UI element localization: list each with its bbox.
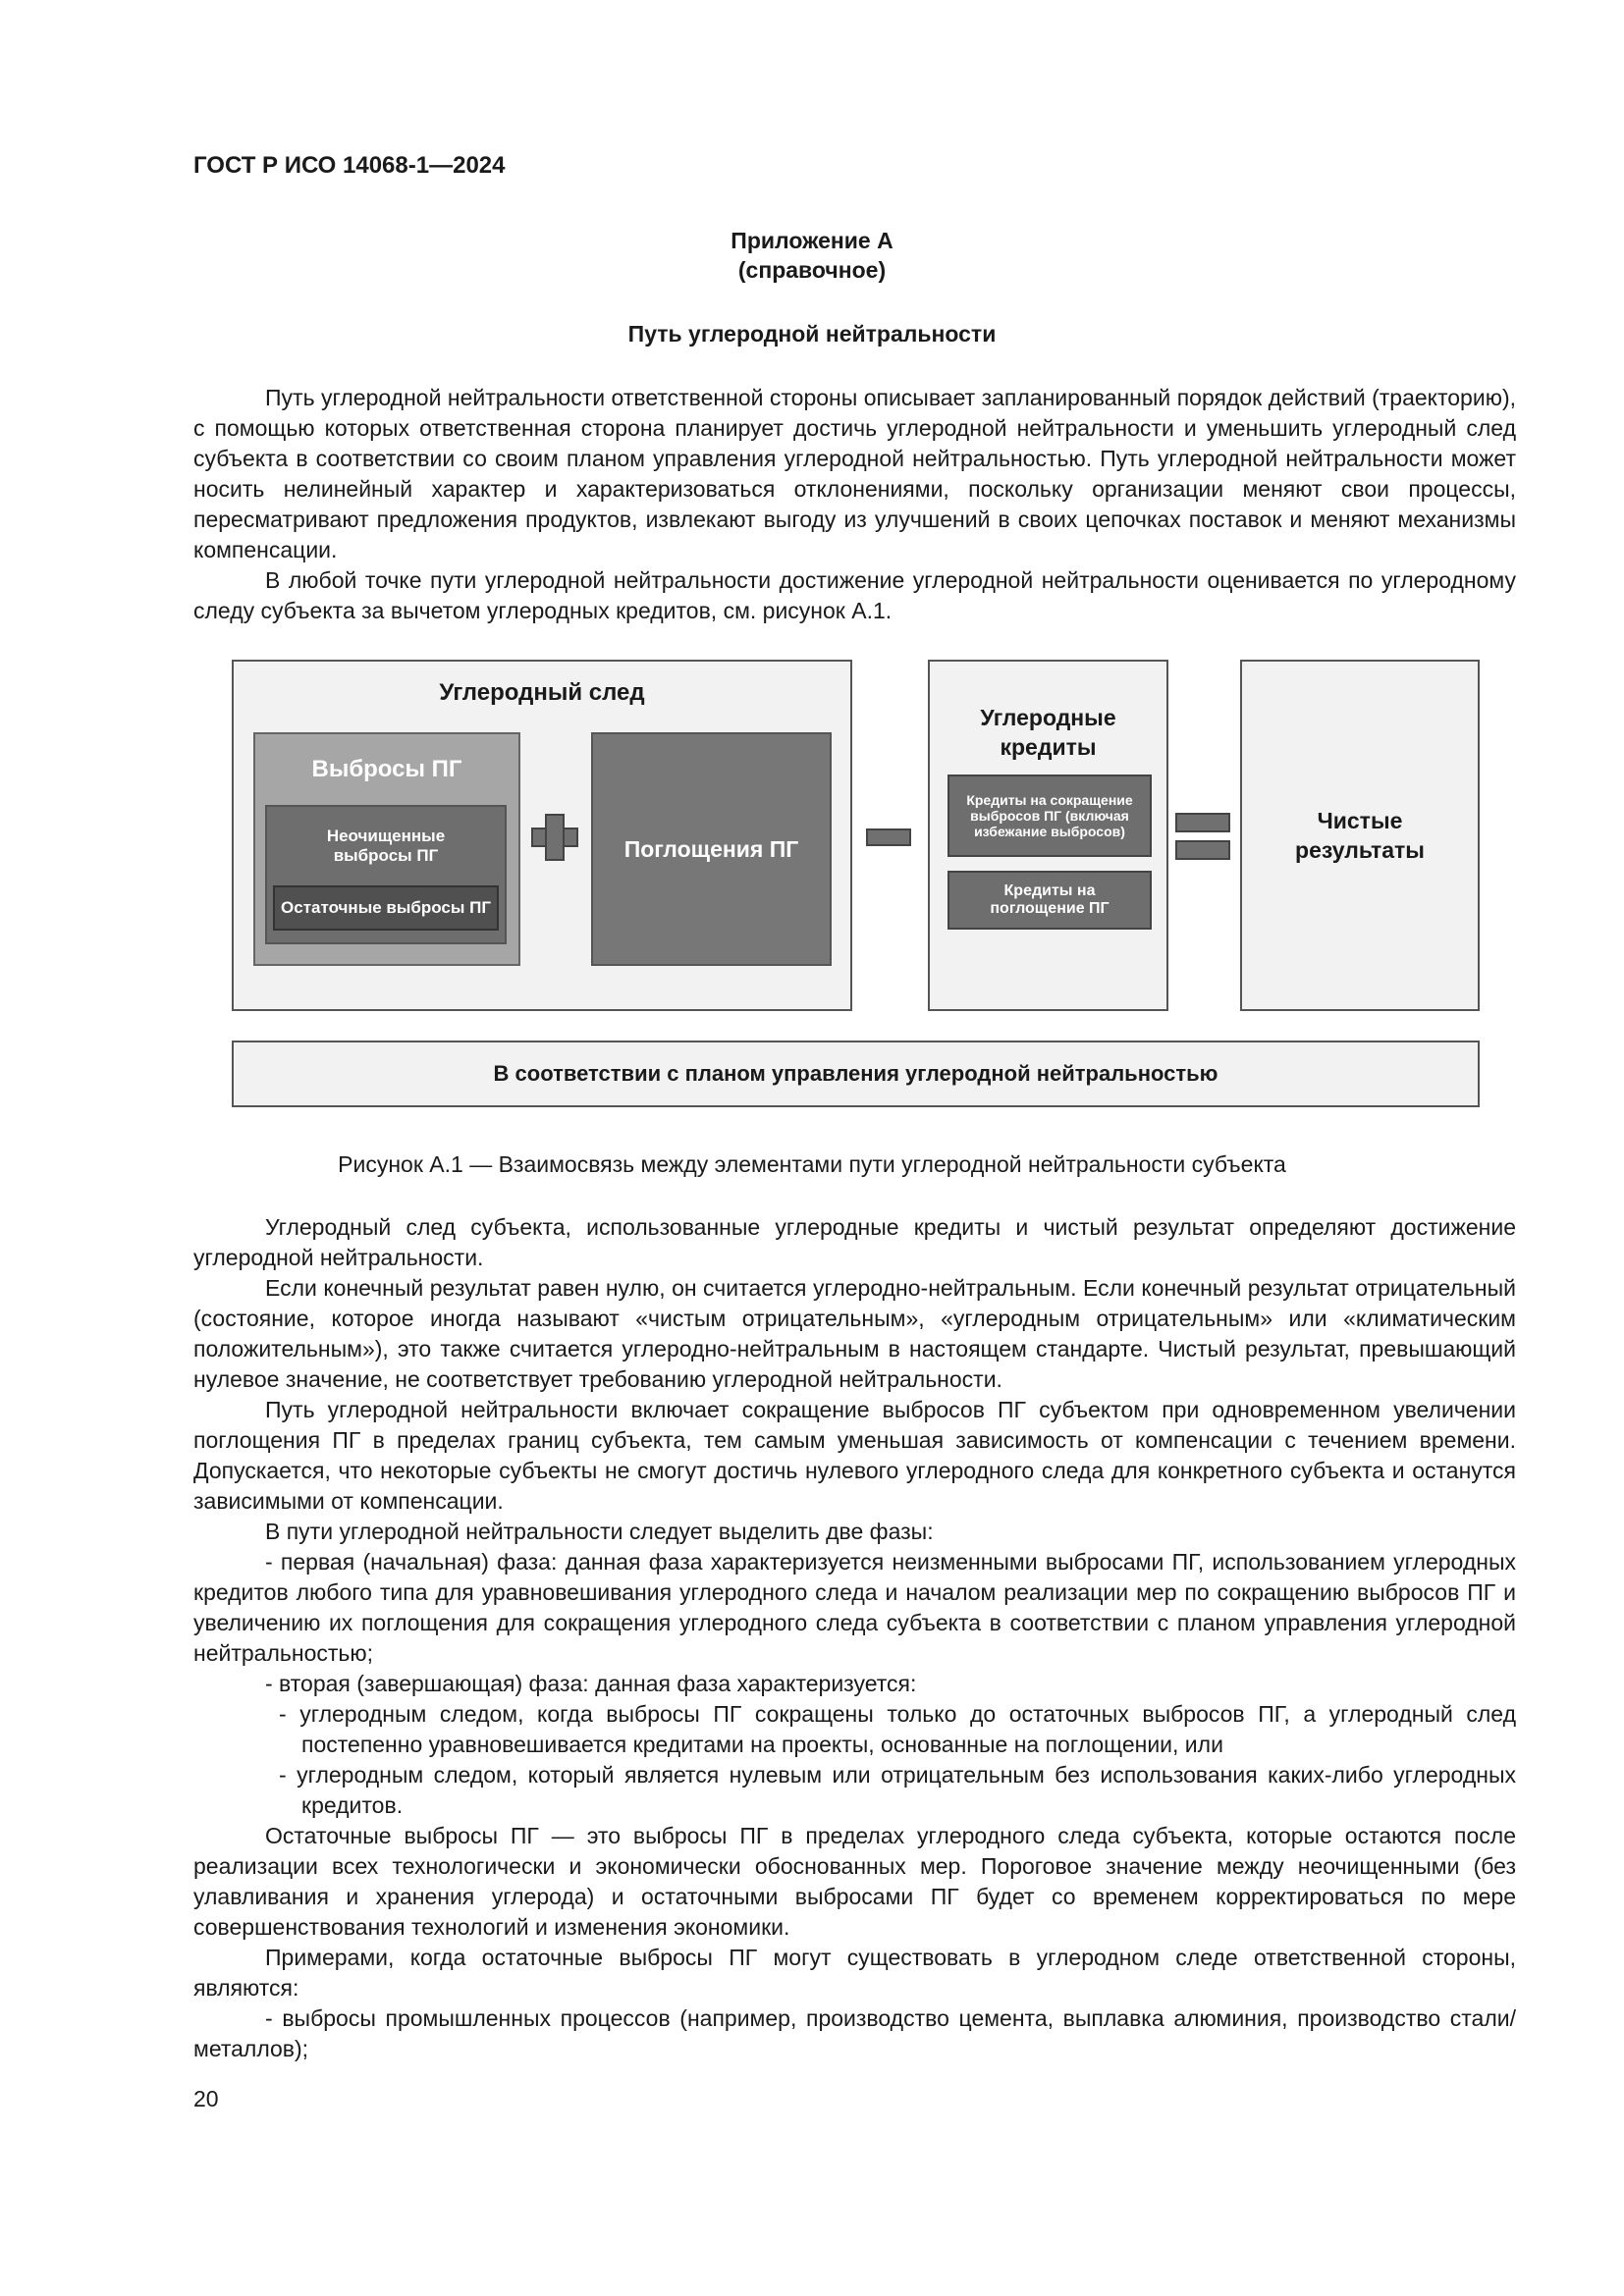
credits-box (928, 660, 1168, 1011)
sub-list-item: - углеродным следом, который является нулевым или отрицательным без использования каких-либо углеродных кредитов. (279, 1762, 1516, 1818)
credit-reduction-box: Кредиты на сокращение выбросов ПГ (включая избежание выбросов) (947, 774, 1152, 857)
list-item: - вторая (завершающая) фаза: данная фаза характеризуется: (265, 1671, 917, 1696)
credits-label: Углеродные кредиты (980, 705, 1116, 760)
paragraph: Углеродный след субъекта, использованные углеродные кредиты и чистый результат определяют достижение углеродной нейтральности. (193, 1214, 1516, 1270)
residual-box: Остаточные выбросы ПГ (273, 885, 499, 931)
net-results-box: Чистые результаты (1240, 660, 1480, 1011)
figure-caption: Рисунок А.1 — Взаимосвязь между элементами пути углеродной нейтральности субъекта (338, 1151, 1286, 1177)
unabated-label: Неочищенные выбросы ПГ (326, 827, 446, 865)
credit-removal-box: Кредиты на поглощение ПГ (947, 871, 1152, 930)
emissions-box (253, 732, 520, 966)
paragraph: Путь углеродной нейтральности ответственной стороны описывает запланированный порядок действий (траекторию), с помощью которых ответственная сторона планирует достичь углеродной нейтральности и уменьшить углеродный след субъекта в соответствии со своим планом управления углеродной нейтральностью. Путь углеродной нейтральности может носить нелинейный характер и характеризоваться отклонениями, поскольку организации меняют свои процессы, пересматривают предложения продуктов, извлекают выгоду из улучшений в своих цепочках поставок и меняют механизмы компенсации. (193, 385, 1516, 562)
list-item: - первая (начальная) фаза: данная фаза характеризуется неизменными выбросами ПГ, использованием углеродных кредитов любого типа для уравновешивания углеродного следа и началом реализации мер по сокращению выбросов ПГ и увеличению их поглощения для сокращения углеродного следа субъекта в соответствии с планом управления углеродной нейтральностью; (193, 1549, 1516, 1666)
paragraph: В любой точке пути углеродной нейтральности достижение углеродной нейтральности оценивается по углеродному следу субъекта за вычетом углеродных кредитов, см. рисунок А.1. (193, 567, 1516, 623)
minus-operator-icon (866, 828, 911, 846)
page-number: 20 (193, 2086, 219, 2111)
paragraph: В пути углеродной нейтральности следует выделить две фазы: (265, 1519, 934, 1544)
list-item: - выбросы промышленных процессов (например, производство цемента, выплавка алюминия, производство стали/металлов); (193, 2005, 1516, 2061)
footprint-label: Углеродный след (439, 679, 645, 706)
paragraph: Остаточные выбросы ПГ — это выбросы ПГ в пределах углеродного следа субъекта, которые остаются после реализации всех технологически и экономически обоснованных мер. Пороговое значение между неочищенными (без улавливания и хранения углерода) и остаточными выбросами ПГ будет со временем корректироваться по мере совершенствования технологий и изменения экономики. (193, 1823, 1516, 1940)
appendix-title: Приложение А (731, 228, 893, 253)
intro-text (193, 383, 1516, 626)
emissions-label: Выбросы ПГ (311, 756, 462, 782)
paragraph: Путь углеродной нейтральности включает сокращение выбросов ПГ субъектом при одновременном увеличении поглощения ПГ в пределах границ субъекта, тем самым уменьшая зависимость от компенсации с течением времени. Допускается, что некоторые субъекты не смогут достичь нулевого углеродного следа для конкретного субъекта и останутся зависимыми от компенсации. (193, 1397, 1516, 1514)
section-title: Путь углеродной нейтральности (627, 321, 997, 347)
unabated-box (265, 805, 507, 944)
plan-bar: В соответствии с планом управления углеродной нейтральностью (232, 1041, 1480, 1107)
document-header: ГОСТ Р ИСО 14068-1—2024 (193, 152, 506, 179)
sub-list-item: - углеродным следом, когда выбросы ПГ сокращены только до остаточных выбросов ПГ, а углеродный след постепенно уравновешивается кредитами на проекты, основанные на поглощении, или (279, 1701, 1516, 1757)
paragraph: Примерами, когда остаточные выбросы ПГ могут существовать в углеродном следе ответственной стороны, являются: (193, 1945, 1516, 2001)
appendix-subtitle: (справочное) (737, 257, 887, 283)
paragraph: Если конечный результат равен нулю, он считается углеродно-нейтральным. Если конечный результат отрицательный (состояние, которое иногда называют «чистым отрицательным», «углеродным отрицательным» или «климатическим положительным»), это также считается углеродно-нейтральным в настоящем стандарте. Чистый результат, превышающий нулевое значение, не соответствует требованию углеродной нейтральности. (193, 1275, 1516, 1392)
body-text (193, 1212, 1516, 2064)
removals-box: Поглощения ПГ (591, 732, 832, 966)
